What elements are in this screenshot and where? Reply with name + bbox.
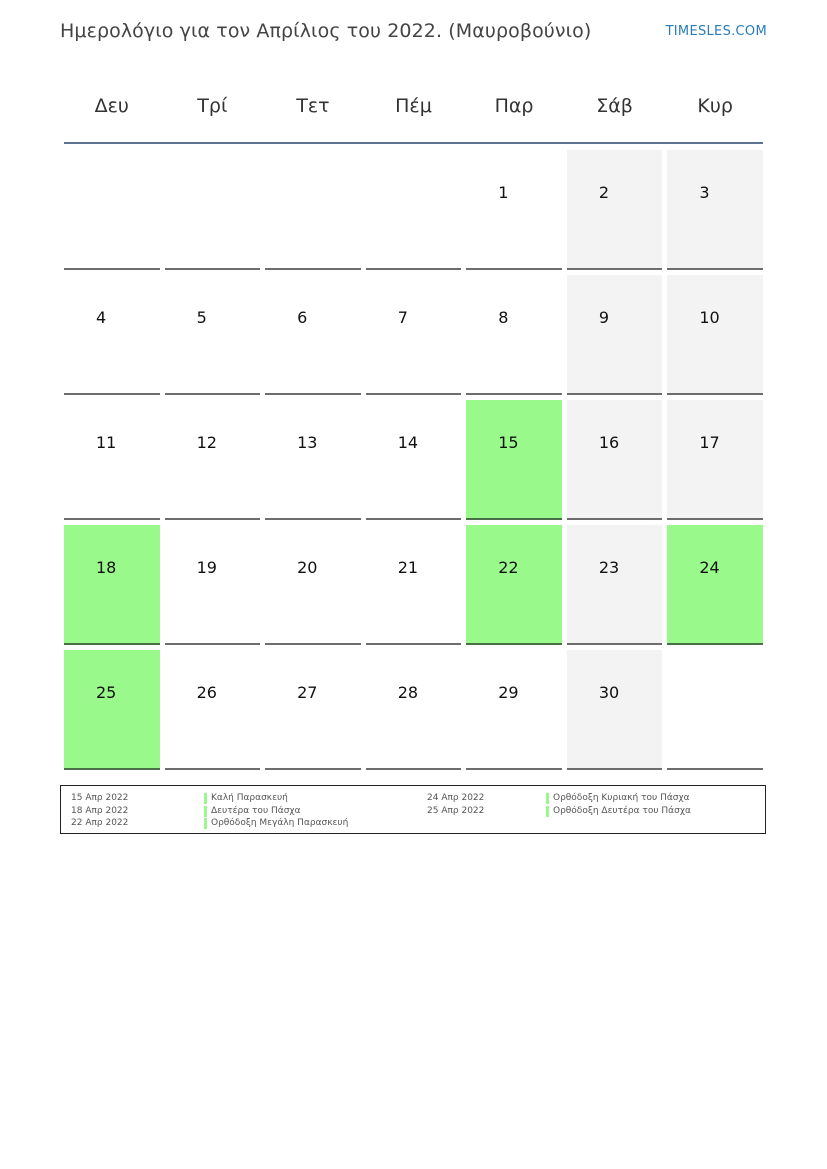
day-number: 28 — [397, 683, 419, 702]
day-number: 18 — [96, 558, 117, 577]
calendar-grid — [64, 150, 763, 770]
day-cell — [165, 525, 261, 645]
day-cell — [567, 150, 663, 270]
holiday-marker — [204, 818, 207, 829]
day-cell — [64, 275, 160, 395]
day-number: 15 — [498, 433, 519, 452]
day-cell — [165, 650, 261, 770]
day-cell — [64, 525, 160, 645]
day-number: 20 — [297, 558, 318, 577]
weekday-sat: Σάβ — [596, 95, 633, 117]
day-number: 9 — [598, 308, 609, 327]
day-cell — [466, 275, 562, 395]
weekday-wed: Τετ — [296, 95, 330, 117]
day-cell — [366, 525, 462, 645]
day-number: 29 — [498, 683, 519, 702]
legend-date: 15 Απρ 2022 — [71, 793, 129, 803]
legend-holiday-name: Ορθόδοξη Δευτέρα του Πάσχα — [553, 805, 691, 816]
day-number: 23 — [598, 558, 620, 577]
day-cell — [567, 650, 663, 770]
day-number: 6 — [297, 308, 308, 327]
holiday-marker — [546, 806, 549, 817]
day-number: 3 — [699, 183, 710, 202]
legend-date: 25 Απρ 2022 — [427, 805, 485, 816]
day-number: 7 — [397, 308, 408, 327]
day-cell — [466, 525, 562, 645]
day-number: 24 — [699, 558, 720, 577]
legend-date: 18 Απρ 2022 — [71, 805, 129, 816]
weekday-mon: Δευ — [94, 95, 129, 117]
day-cell — [567, 275, 663, 395]
legend-holiday-item — [204, 817, 348, 830]
day-cell — [466, 400, 562, 520]
day-cell — [366, 650, 462, 770]
day-cell — [466, 650, 562, 770]
holiday-legend — [60, 785, 766, 834]
day-number: 14 — [397, 433, 419, 452]
empty-day-cell — [667, 650, 763, 770]
day-cell — [265, 275, 361, 395]
day-number: 22 — [498, 558, 519, 577]
legend-right-dates — [427, 792, 484, 817]
empty-day-cell — [366, 150, 462, 270]
day-number: 26 — [196, 683, 217, 702]
day-cell — [466, 150, 562, 270]
day-cell — [64, 400, 160, 520]
weekday-header — [64, 70, 763, 144]
day-cell — [667, 525, 763, 645]
holiday-marker — [546, 793, 549, 804]
day-cell — [366, 275, 462, 395]
weekday-tue: Τρί — [197, 95, 228, 117]
weekday-sun: Κυρ — [697, 95, 733, 117]
day-cell — [265, 400, 361, 520]
day-number: 30 — [598, 683, 620, 702]
legend-left-dates — [71, 792, 128, 830]
day-cell — [366, 400, 462, 520]
day-number: 21 — [397, 558, 419, 577]
day-number: 11 — [96, 433, 117, 452]
day-cell — [265, 525, 361, 645]
empty-day-cell — [165, 150, 261, 270]
legend-holiday-name: Καλή Παρασκευή — [211, 793, 288, 803]
day-number: 4 — [96, 308, 107, 327]
legend-date: 22 Απρ 2022 — [71, 818, 129, 828]
day-number: 16 — [598, 433, 620, 452]
day-number: 1 — [498, 183, 509, 202]
legend-left-names — [204, 792, 348, 830]
day-cell — [667, 275, 763, 395]
day-number: 13 — [297, 433, 318, 452]
holiday-marker — [204, 793, 207, 804]
day-cell — [165, 275, 261, 395]
legend-holiday-name: Δευτέρα του Πάσχα — [211, 805, 301, 816]
day-number: 2 — [598, 183, 609, 202]
legend-holiday-name: Ορθόδοξη Μεγάλη Παρασκευή — [211, 818, 349, 828]
site-link[interactable]: TIMESLES.COM — [665, 24, 767, 39]
legend-date: 24 Απρ 2022 — [427, 793, 485, 803]
weekday-fri: Παρ — [494, 95, 534, 117]
legend-holiday-item — [204, 792, 348, 805]
day-number: 5 — [196, 308, 207, 327]
empty-day-cell — [64, 150, 160, 270]
day-number: 8 — [498, 308, 509, 327]
day-cell — [667, 400, 763, 520]
page-title: Ημερολόγιο για τον Απρίλιος του 2022. (Μαυροβούνιο) — [60, 20, 592, 42]
day-number: 19 — [196, 558, 217, 577]
legend-holiday-name: Ορθόδοξη Κυριακή του Πάσχα — [553, 793, 690, 803]
day-cell — [64, 650, 160, 770]
day-cell — [567, 525, 663, 645]
day-number: 17 — [699, 433, 720, 452]
legend-holiday-item — [204, 805, 348, 818]
day-cell — [567, 400, 663, 520]
legend-holiday-item — [546, 792, 691, 805]
day-cell — [265, 650, 361, 770]
holiday-marker — [204, 806, 207, 817]
legend-holiday-item — [546, 805, 691, 818]
day-number: 12 — [196, 433, 217, 452]
day-cell — [165, 400, 261, 520]
day-number: 27 — [297, 683, 318, 702]
weekday-thu: Πέμ — [395, 95, 432, 117]
day-number: 10 — [699, 308, 720, 327]
legend-right-names — [546, 792, 691, 817]
day-number: 25 — [96, 683, 117, 702]
day-cell — [667, 150, 763, 270]
empty-day-cell — [265, 150, 361, 270]
